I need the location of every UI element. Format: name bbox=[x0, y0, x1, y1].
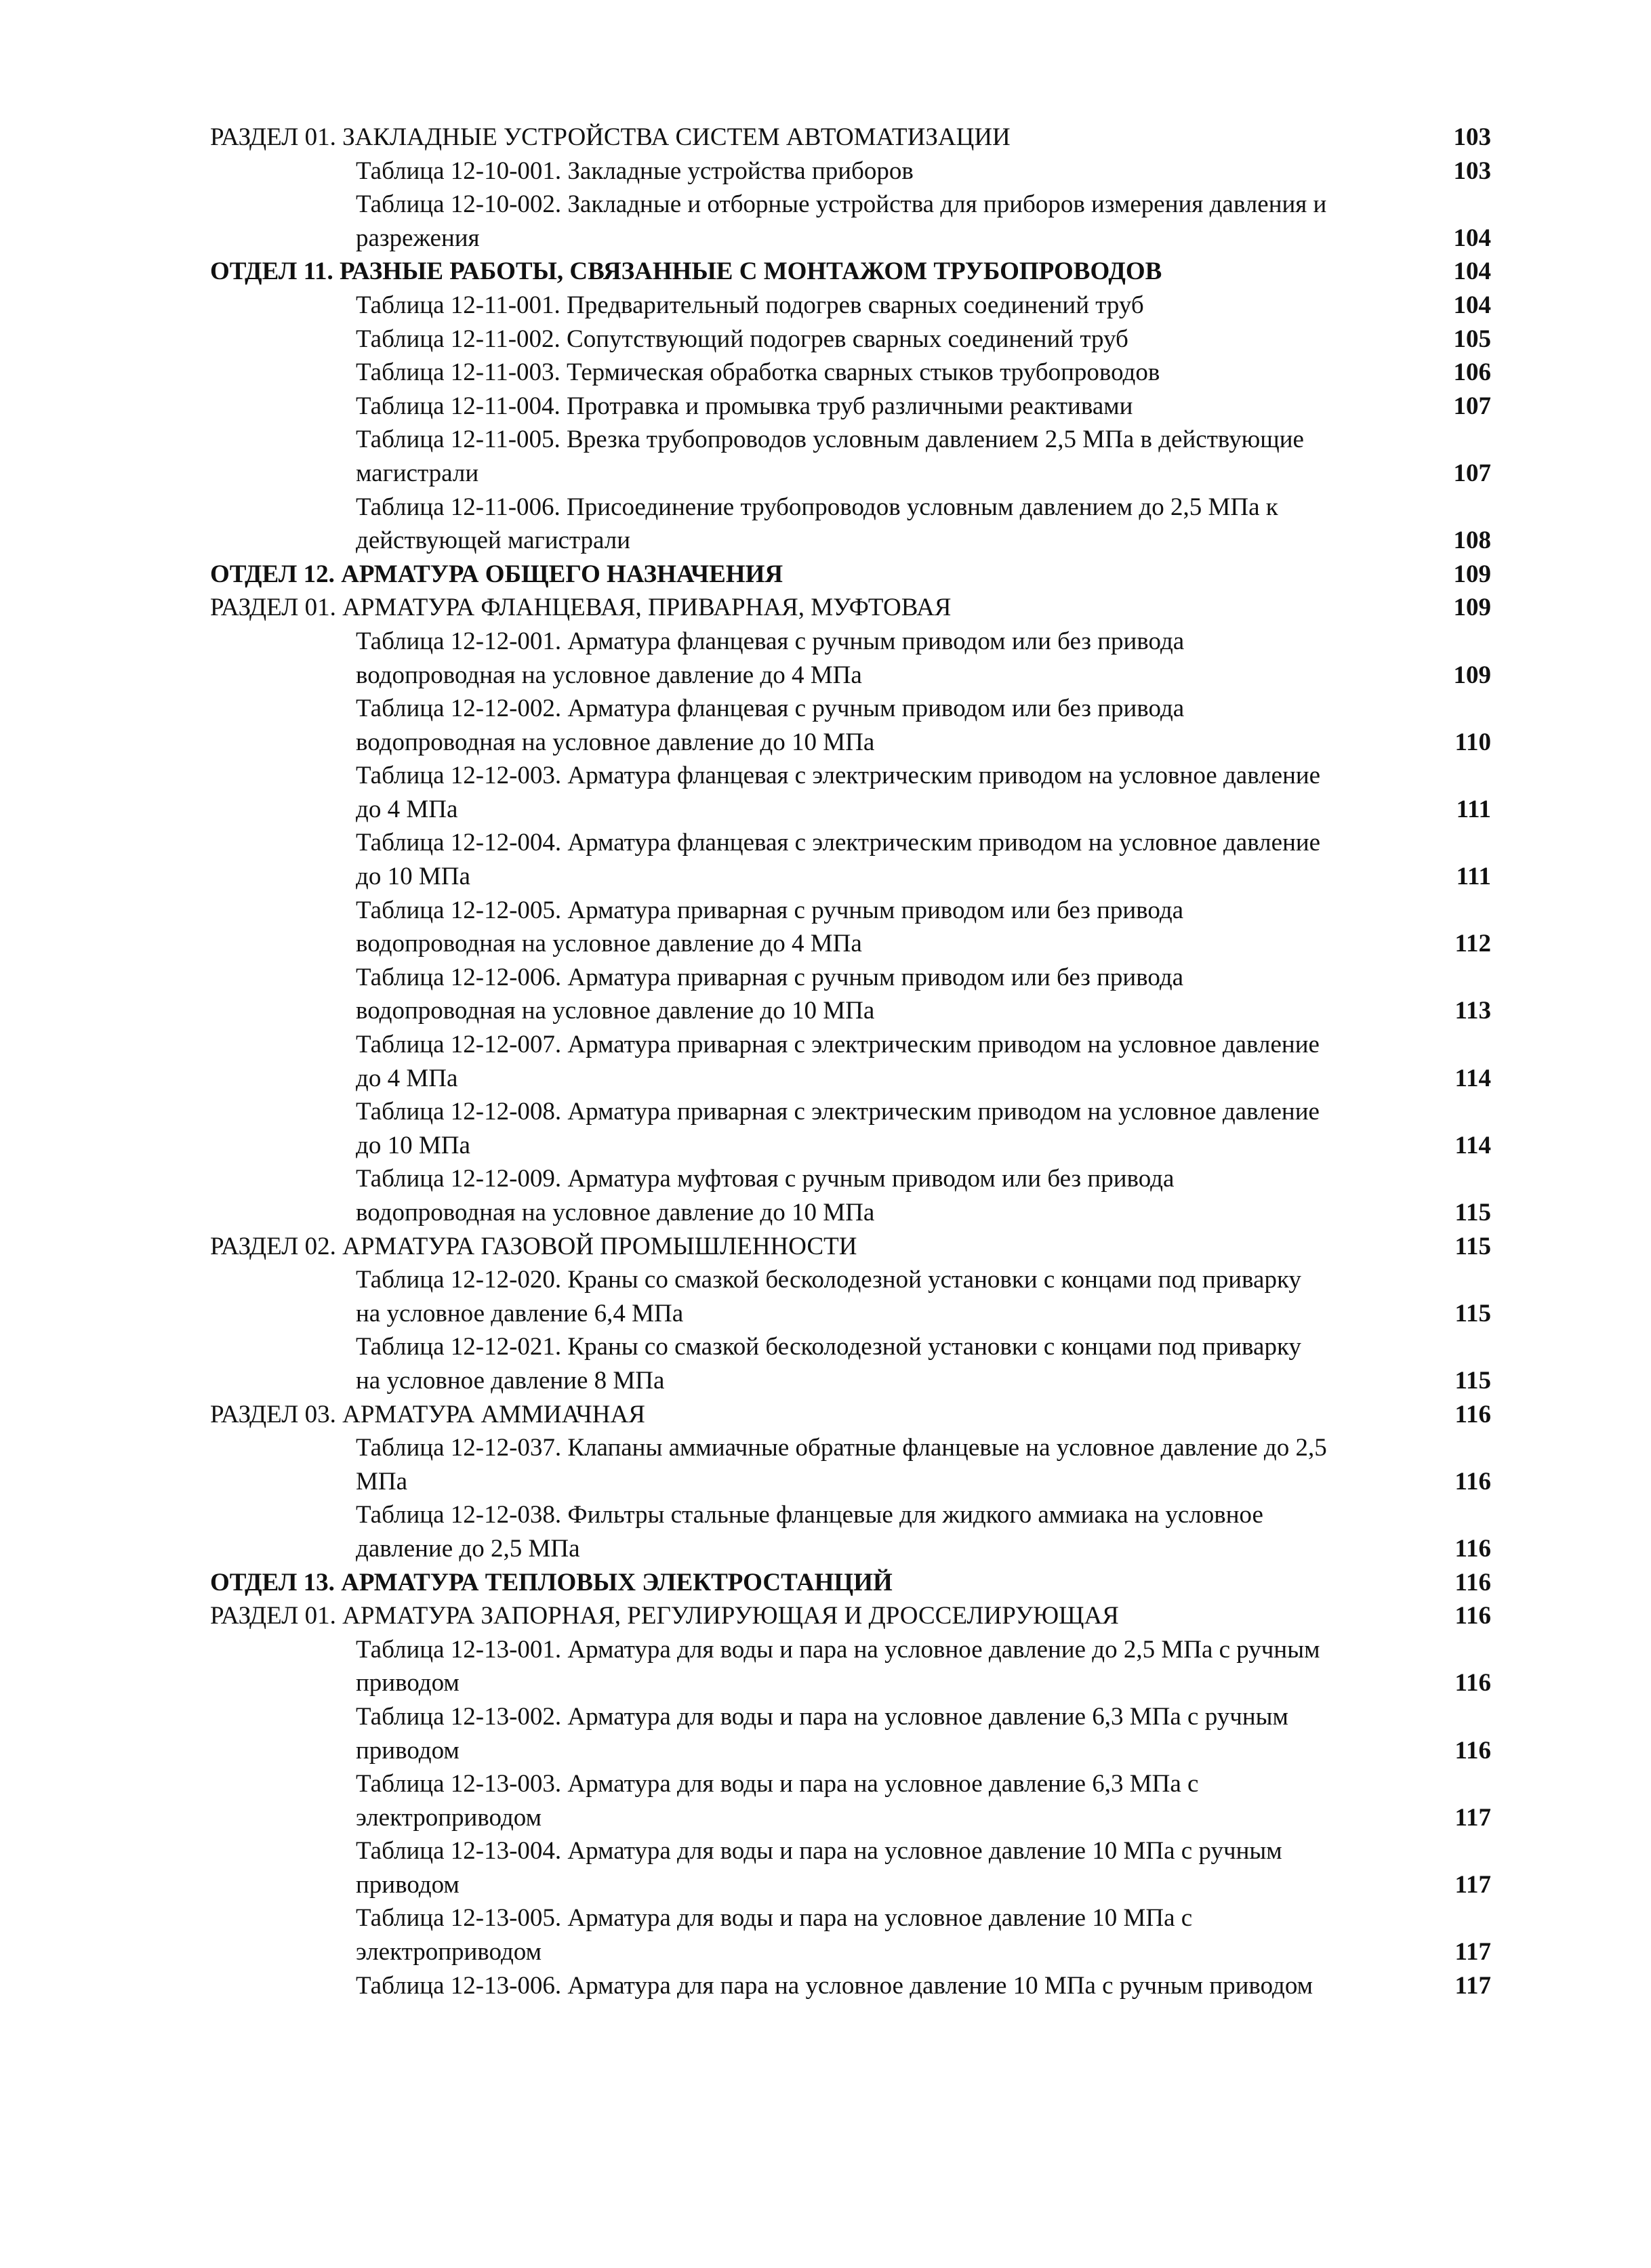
toc-entry-title: РАЗДЕЛ 01. ЗАКЛАДНЫЕ УСТРОЙСТВА СИСТЕМ АВТОМАТИЗАЦИИ bbox=[210, 123, 1011, 151]
toc-page-number: 116 bbox=[1454, 1400, 1491, 1428]
toc-page-number: 112 bbox=[1454, 930, 1491, 958]
toc-entry-table[interactable] bbox=[210, 759, 1491, 826]
toc-page-number: 116 bbox=[1454, 1568, 1491, 1596]
toc-entry-title: Таблица 12-12-002. Арматура фланцевая с ручным приводом или без привода водопроводная на условное давление до 10 МПа bbox=[356, 695, 1185, 756]
toc-entry-table[interactable] bbox=[210, 1263, 1491, 1330]
toc-entry-title: Таблица 12-12-037. Клапаны аммиачные обратные фланцевые на условное давление до 2,5 МПа bbox=[356, 1434, 1327, 1496]
toc-entry-table[interactable] bbox=[210, 625, 1491, 692]
toc-entry-title: Таблица 12-12-005. Арматура приварная с ручным приводом или без привода водопроводная на условное давление до 4 МПа bbox=[356, 896, 1184, 958]
toc-entry-title: Таблица 12-11-005. Врезка трубопроводов условным давлением 2,5 МПа в действующие магистрали bbox=[356, 426, 1304, 487]
toc-page-number: 103 bbox=[1453, 157, 1491, 185]
toc-entry-title: Таблица 12-13-005. Арматура для воды и пара на условное давление 10 МПа с электроприводом bbox=[356, 1904, 1193, 1966]
toc-entry-title: Таблица 12-13-001. Арматура для воды и пара на условное давление до 2,5 МПа с ручным приводом bbox=[356, 1635, 1320, 1697]
toc-page-number: 109 bbox=[1453, 594, 1491, 622]
toc-entry-table[interactable] bbox=[210, 1633, 1491, 1700]
toc-entry-title: Таблица 12-11-001. Предварительный подогрев сварных соединений труб bbox=[356, 291, 1144, 319]
toc-entry-title: РАЗДЕЛ 02. АРМАТУРА ГАЗОВОЙ ПРОМЫШЛЕННОСТИ bbox=[210, 1232, 857, 1260]
toc-entry-table[interactable] bbox=[210, 1095, 1491, 1162]
toc-page-number: 108 bbox=[1453, 527, 1491, 555]
toc-entry-table[interactable] bbox=[210, 356, 1491, 390]
toc-entry-dept[interactable] bbox=[210, 255, 1491, 289]
toc-entry-title: Таблица 12-12-004. Арматура фланцевая с электрическим приводом на условное давление до 10 МПа bbox=[356, 829, 1321, 891]
toc-page-number: 104 bbox=[1453, 291, 1491, 319]
toc-entry-dept[interactable] bbox=[210, 558, 1491, 592]
toc-page-number: 114 bbox=[1454, 1064, 1491, 1092]
toc-entry-table[interactable] bbox=[210, 154, 1491, 188]
toc-entry-table[interactable] bbox=[210, 1700, 1491, 1767]
toc-entry-table[interactable] bbox=[210, 826, 1491, 893]
toc-entry-title: Таблица 12-12-001. Арматура фланцевая с ручным приводом или без привода водопроводная на условное давление до 4 МПа bbox=[356, 627, 1185, 689]
toc-entry-table[interactable] bbox=[210, 692, 1491, 759]
toc-page-number: 107 bbox=[1453, 459, 1491, 487]
toc-page-number: 117 bbox=[1454, 1938, 1491, 1966]
toc-entry-table[interactable] bbox=[210, 1901, 1491, 1968]
toc-page-number: 116 bbox=[1454, 1467, 1491, 1496]
toc-entry-title: Таблица 12-11-002. Сопутствующий подогрев сварных соединений труб bbox=[356, 325, 1128, 353]
toc-page-number: 115 bbox=[1454, 1199, 1491, 1226]
toc-entry-table[interactable] bbox=[210, 1162, 1491, 1229]
toc-entry-section[interactable] bbox=[210, 121, 1491, 154]
toc-entry-table[interactable] bbox=[210, 1028, 1491, 1095]
toc-entry-title: Таблица 12-13-002. Арматура для воды и пара на условное давление 6,3 МПа с ручным приводом bbox=[356, 1702, 1288, 1765]
toc-entry-title: РАЗДЕЛ 03. АРМАТУРА АММИАЧНАЯ bbox=[210, 1400, 645, 1428]
toc-entry-dept[interactable] bbox=[210, 1566, 1491, 1600]
toc-page-number: 104 bbox=[1453, 224, 1491, 252]
toc-page-number: 116 bbox=[1454, 1669, 1491, 1697]
toc-entry-title: РАЗДЕЛ 01. АРМАТУРА ФЛАНЦЕВАЯ, ПРИВАРНАЯ, МУФТОВАЯ bbox=[210, 594, 952, 622]
toc-entry-table[interactable] bbox=[210, 323, 1491, 356]
toc-page-number: 117 bbox=[1454, 1971, 1491, 2000]
toc-page-number: 116 bbox=[1454, 1602, 1491, 1630]
toc-entry-title: Таблица 12-12-008. Арматура приварная с электрическим приводом на условное давление до 10 МПа bbox=[356, 1098, 1320, 1159]
toc-entry-title: Таблица 12-13-006. Арматура для пара на условное давление 10 МПа с ручным приводом bbox=[356, 1971, 1313, 2000]
toc-entry-table[interactable] bbox=[210, 188, 1491, 255]
toc-entry-title: Таблица 12-13-003. Арматура для воды и пара на условное давление 6,3 МПа с электроприводом bbox=[356, 1770, 1199, 1832]
toc-entry-table[interactable] bbox=[210, 1834, 1491, 1901]
toc-entry-title: ОТДЕЛ 11. РАЗНЫЕ РАБОТЫ, СВЯЗАННЫЕ С МОНТАЖОМ ТРУБОПРОВОДОВ bbox=[210, 257, 1162, 286]
toc-entry-table[interactable] bbox=[210, 894, 1491, 961]
toc-page-number: 115 bbox=[1454, 1232, 1491, 1260]
toc-page-number: 109 bbox=[1453, 560, 1491, 588]
toc-page-number: 117 bbox=[1454, 1870, 1491, 1899]
toc-entry-title: Таблица 12-12-021. Краны со смазкой бесколодезной установки с концами под приварку на условное давление 8 МПа bbox=[356, 1333, 1301, 1395]
toc-page-number: 105 bbox=[1453, 325, 1491, 353]
toc-page-number: 116 bbox=[1454, 1736, 1491, 1765]
toc-entry-title: Таблица 12-12-009. Арматура муфтовая с ручным приводом или без привода водопроводная на условное давление до 10 МПа bbox=[356, 1165, 1175, 1226]
toc-entry-table[interactable] bbox=[210, 1431, 1491, 1498]
toc-entry-title: Таблица 12-13-004. Арматура для воды и пара на условное давление 10 МПа с ручным приводом bbox=[356, 1837, 1282, 1899]
toc-page-number: 117 bbox=[1454, 1803, 1491, 1832]
toc-page-number: 104 bbox=[1453, 257, 1491, 286]
toc-page-number: 109 bbox=[1453, 661, 1491, 689]
toc-page-number: 111 bbox=[1456, 795, 1491, 823]
toc-entry-title: Таблица 12-10-001. Закладные устройства приборов bbox=[356, 157, 914, 185]
toc-entry-table[interactable] bbox=[210, 1498, 1491, 1565]
toc-page-number: 107 bbox=[1453, 392, 1491, 420]
toc-entry-section[interactable] bbox=[210, 1398, 1491, 1432]
toc-page-number: 110 bbox=[1454, 728, 1491, 756]
toc-page-number: 103 bbox=[1453, 123, 1491, 151]
toc-entry-table[interactable] bbox=[210, 390, 1491, 424]
toc-entry-section[interactable] bbox=[210, 591, 1491, 625]
toc-entry-title: РАЗДЕЛ 01. АРМАТУРА ЗАПОРНАЯ, РЕГУЛИРУЮЩАЯ И ДРОССЕЛИРУЮЩАЯ bbox=[210, 1602, 1119, 1630]
toc-entry-section[interactable] bbox=[210, 1599, 1491, 1633]
toc-entry-title: Таблица 12-12-038. Фильтры стальные фланцевые для жидкого аммиака на условное давление до 2,5 МПа bbox=[356, 1501, 1263, 1563]
toc-entry-title: Таблица 12-12-003. Арматура фланцевая с электрическим приводом на условное давление до 4 МПа bbox=[356, 762, 1321, 823]
toc-entry-title: Таблица 12-11-006. Присоединение трубопроводов условным давлением до 2,5 МПа к действующей магистрали bbox=[356, 493, 1278, 555]
toc-entry-table[interactable] bbox=[210, 1330, 1491, 1397]
toc-entry-title: Таблица 12-10-002. Закладные и отборные устройства для приборов измерения давления и разрежения bbox=[356, 190, 1327, 252]
table-of-contents bbox=[210, 121, 1491, 2002]
toc-entry-section[interactable] bbox=[210, 1230, 1491, 1264]
toc-entry-title: Таблица 12-11-003. Термическая обработка сварных стыков трубопроводов bbox=[356, 358, 1160, 387]
toc-page-number: 111 bbox=[1456, 863, 1491, 891]
toc-entry-table[interactable] bbox=[210, 961, 1491, 1028]
toc-entry-title: ОТДЕЛ 13. АРМАТУРА ТЕПЛОВЫХ ЭЛЕКТРОСТАНЦИЙ bbox=[210, 1568, 893, 1596]
toc-entry-title: Таблица 12-12-007. Арматура приварная с электрическим приводом на условное давление до 4 МПа bbox=[356, 1031, 1320, 1092]
toc-page-number: 116 bbox=[1454, 1534, 1491, 1563]
toc-entry-table[interactable] bbox=[210, 1969, 1491, 2003]
toc-page-number: 115 bbox=[1454, 1299, 1491, 1327]
toc-entry-title: Таблица 12-12-006. Арматура приварная с ручным приводом или без привода водопроводная на условное давление до 10 МПа bbox=[356, 963, 1184, 1025]
toc-page-number: 106 bbox=[1453, 358, 1491, 387]
toc-entry-title: Таблица 12-11-004. Протравка и промывка труб различными реактивами bbox=[356, 392, 1133, 420]
toc-entry-table[interactable] bbox=[210, 289, 1491, 323]
toc-entry-title: Таблица 12-12-020. Краны со смазкой бесколодезной установки с концами под приварку на условное давление 6,4 МПа bbox=[356, 1266, 1301, 1327]
toc-entry-title: ОТДЕЛ 12. АРМАТУРА ОБЩЕГО НАЗНАЧЕНИЯ bbox=[210, 560, 783, 588]
toc-entry-table[interactable] bbox=[210, 423, 1491, 490]
toc-page-number: 114 bbox=[1454, 1131, 1491, 1159]
toc-entry-table[interactable] bbox=[210, 1767, 1491, 1834]
toc-page-number: 115 bbox=[1454, 1366, 1491, 1395]
toc-page-number: 113 bbox=[1454, 997, 1491, 1025]
toc-entry-table[interactable] bbox=[210, 491, 1491, 558]
